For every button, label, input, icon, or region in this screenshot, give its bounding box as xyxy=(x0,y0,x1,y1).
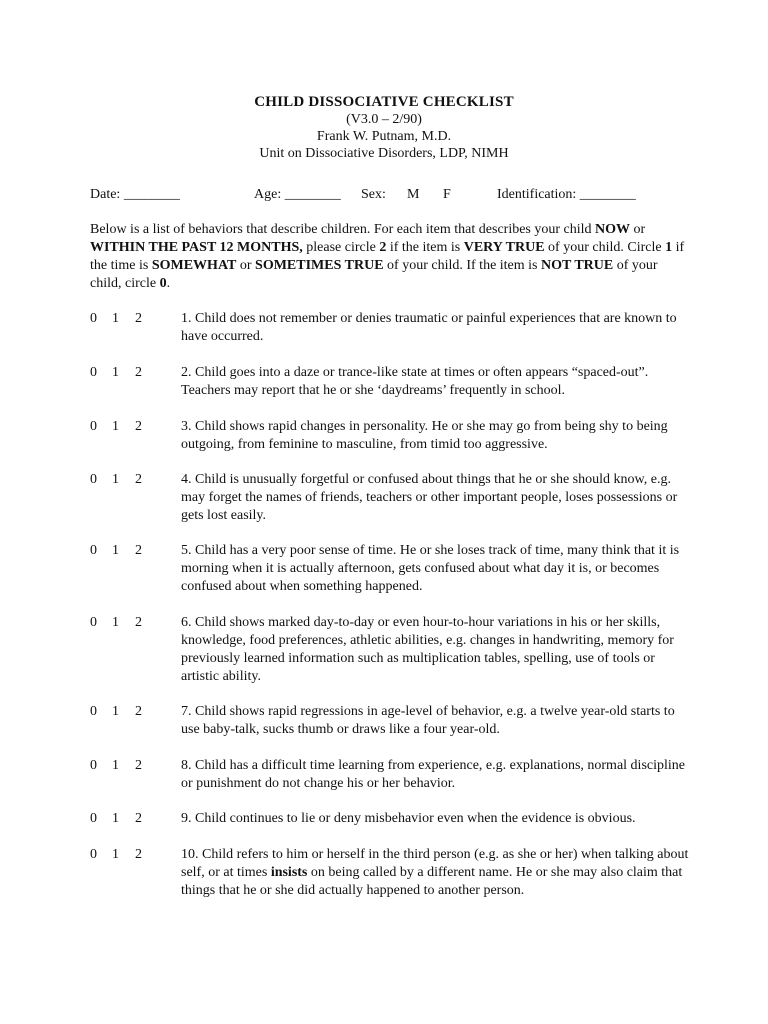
rating-0[interactable]: 0 xyxy=(90,615,97,630)
rating-0[interactable]: 0 xyxy=(90,758,97,773)
rating-2[interactable]: 2 xyxy=(135,615,142,630)
item-text: 7. Child shows rapid regressions in age-level of behavior, e.g. a twelve year-old starts to use baby-talk, sucks thumb or draws like a four year-old. xyxy=(181,704,675,737)
rating-2[interactable]: 2 xyxy=(135,704,142,719)
rating-1[interactable]: 1 xyxy=(112,704,119,719)
rating-0[interactable]: 0 xyxy=(90,704,97,719)
identification-field[interactable]: Identification: ________ xyxy=(497,187,636,202)
item-text: 1. Child does not remember or denies traumatic or painful experiences that are known to have occurred. xyxy=(181,311,677,344)
author-line: Frank W. Putnam, M.D. xyxy=(316,129,452,144)
rating-2[interactable]: 2 xyxy=(135,365,142,380)
rating-0[interactable]: 0 xyxy=(90,419,97,434)
rating-1[interactable]: 1 xyxy=(112,419,119,434)
rating-1[interactable]: 1 xyxy=(112,811,119,826)
item-text: 9. Child continues to lie or deny misbehavior even when the evidence is obvious. xyxy=(181,811,636,826)
date-field[interactable]: Date: ________ xyxy=(90,187,180,202)
sex-option-m[interactable]: M xyxy=(407,187,420,202)
rating-1[interactable]: 1 xyxy=(112,311,119,326)
version-line: (V3.0 – 2/90) xyxy=(346,112,422,127)
age-field[interactable]: Age: ________ xyxy=(254,187,341,202)
rating-1[interactable]: 1 xyxy=(112,615,119,630)
rating-2[interactable]: 2 xyxy=(135,311,142,326)
rating-0[interactable]: 0 xyxy=(90,365,97,380)
rating-0[interactable]: 0 xyxy=(90,847,97,862)
rating-2[interactable]: 2 xyxy=(135,847,142,862)
rating-1[interactable]: 1 xyxy=(112,543,119,558)
item-text: 6. Child shows marked day-to-day or even hour-to-hour variations in his or her skills, knowledge, food preferences, athletic abilities, e.g. changes in handwriting, memory for previously learned information such as multiplication tables, spelling, use of tools or artistic ability. xyxy=(181,615,674,684)
document-title: CHILD DISSOCIATIVE CHECKLIST xyxy=(254,94,514,110)
rating-1[interactable]: 1 xyxy=(112,758,119,773)
item-text: 3. Child shows rapid changes in personality. He or she may go from being shy to being outgoing, from feminine to masculine, from timid too aggressive. xyxy=(181,419,668,452)
sex-option-f[interactable]: F xyxy=(443,187,451,202)
item-text: 8. Child has a difficult time learning from experience, e.g. explanations, normal discipline or punishment do not change his or her behavior. xyxy=(181,758,685,791)
rating-2[interactable]: 2 xyxy=(135,543,142,558)
rating-2[interactable]: 2 xyxy=(135,419,142,434)
rating-0[interactable]: 0 xyxy=(90,311,97,326)
unit-line: Unit on Dissociative Disorders, LDP, NIMH xyxy=(259,146,509,161)
rating-2[interactable]: 2 xyxy=(135,758,142,773)
rating-1[interactable]: 1 xyxy=(112,472,119,487)
item-text: 5. Child has a very poor sense of time. He or she loses track of time, many think that it is morning when it is actually afternoon, gets confused about what day it is, or becomes confused about when something happened. xyxy=(181,543,680,594)
rating-0[interactable]: 0 xyxy=(90,472,97,487)
document-header xyxy=(0,94,768,162)
emphasis-insists: insists xyxy=(270,865,308,880)
rating-0[interactable]: 0 xyxy=(90,543,97,558)
rating-2[interactable]: 2 xyxy=(135,811,142,826)
item-text: 10. Child refers to him or herself in the third person (e.g. as she or her) when talking about self, or at times insists on being called by a different name. He or she may also claim that things that he or she did actually happened to another person. xyxy=(181,847,689,898)
sex-label: Sex: xyxy=(361,187,386,202)
rating-2[interactable]: 2 xyxy=(135,472,142,487)
item-text: 4. Child is unusually forgetful or confused about things that he or she should know, e.g. may forget the names of friends, teachers or other important people, loses possessions or gets lost easily. xyxy=(181,472,678,523)
item-text: 2. Child goes into a daze or trance-like state at times or often appears “spaced-out”. Teachers may report that he or she ‘daydreams’ frequently in school. xyxy=(181,365,649,398)
instructions: Below is a list of behaviors that describe children. For each item that describes your child NOW or WITHIN THE PAST 12 MONTHS, please circle 2 if the item is VERY TRUE of your child. Circle 1 if the time is SOMEWHAT or SOMETIMES TRUE of your child. If the item is NOT TRUE of your child, circle 0. xyxy=(90,222,685,291)
rating-0[interactable]: 0 xyxy=(90,811,97,826)
info-fields xyxy=(90,186,710,204)
rating-1[interactable]: 1 xyxy=(112,847,119,862)
rating-1[interactable]: 1 xyxy=(112,365,119,380)
